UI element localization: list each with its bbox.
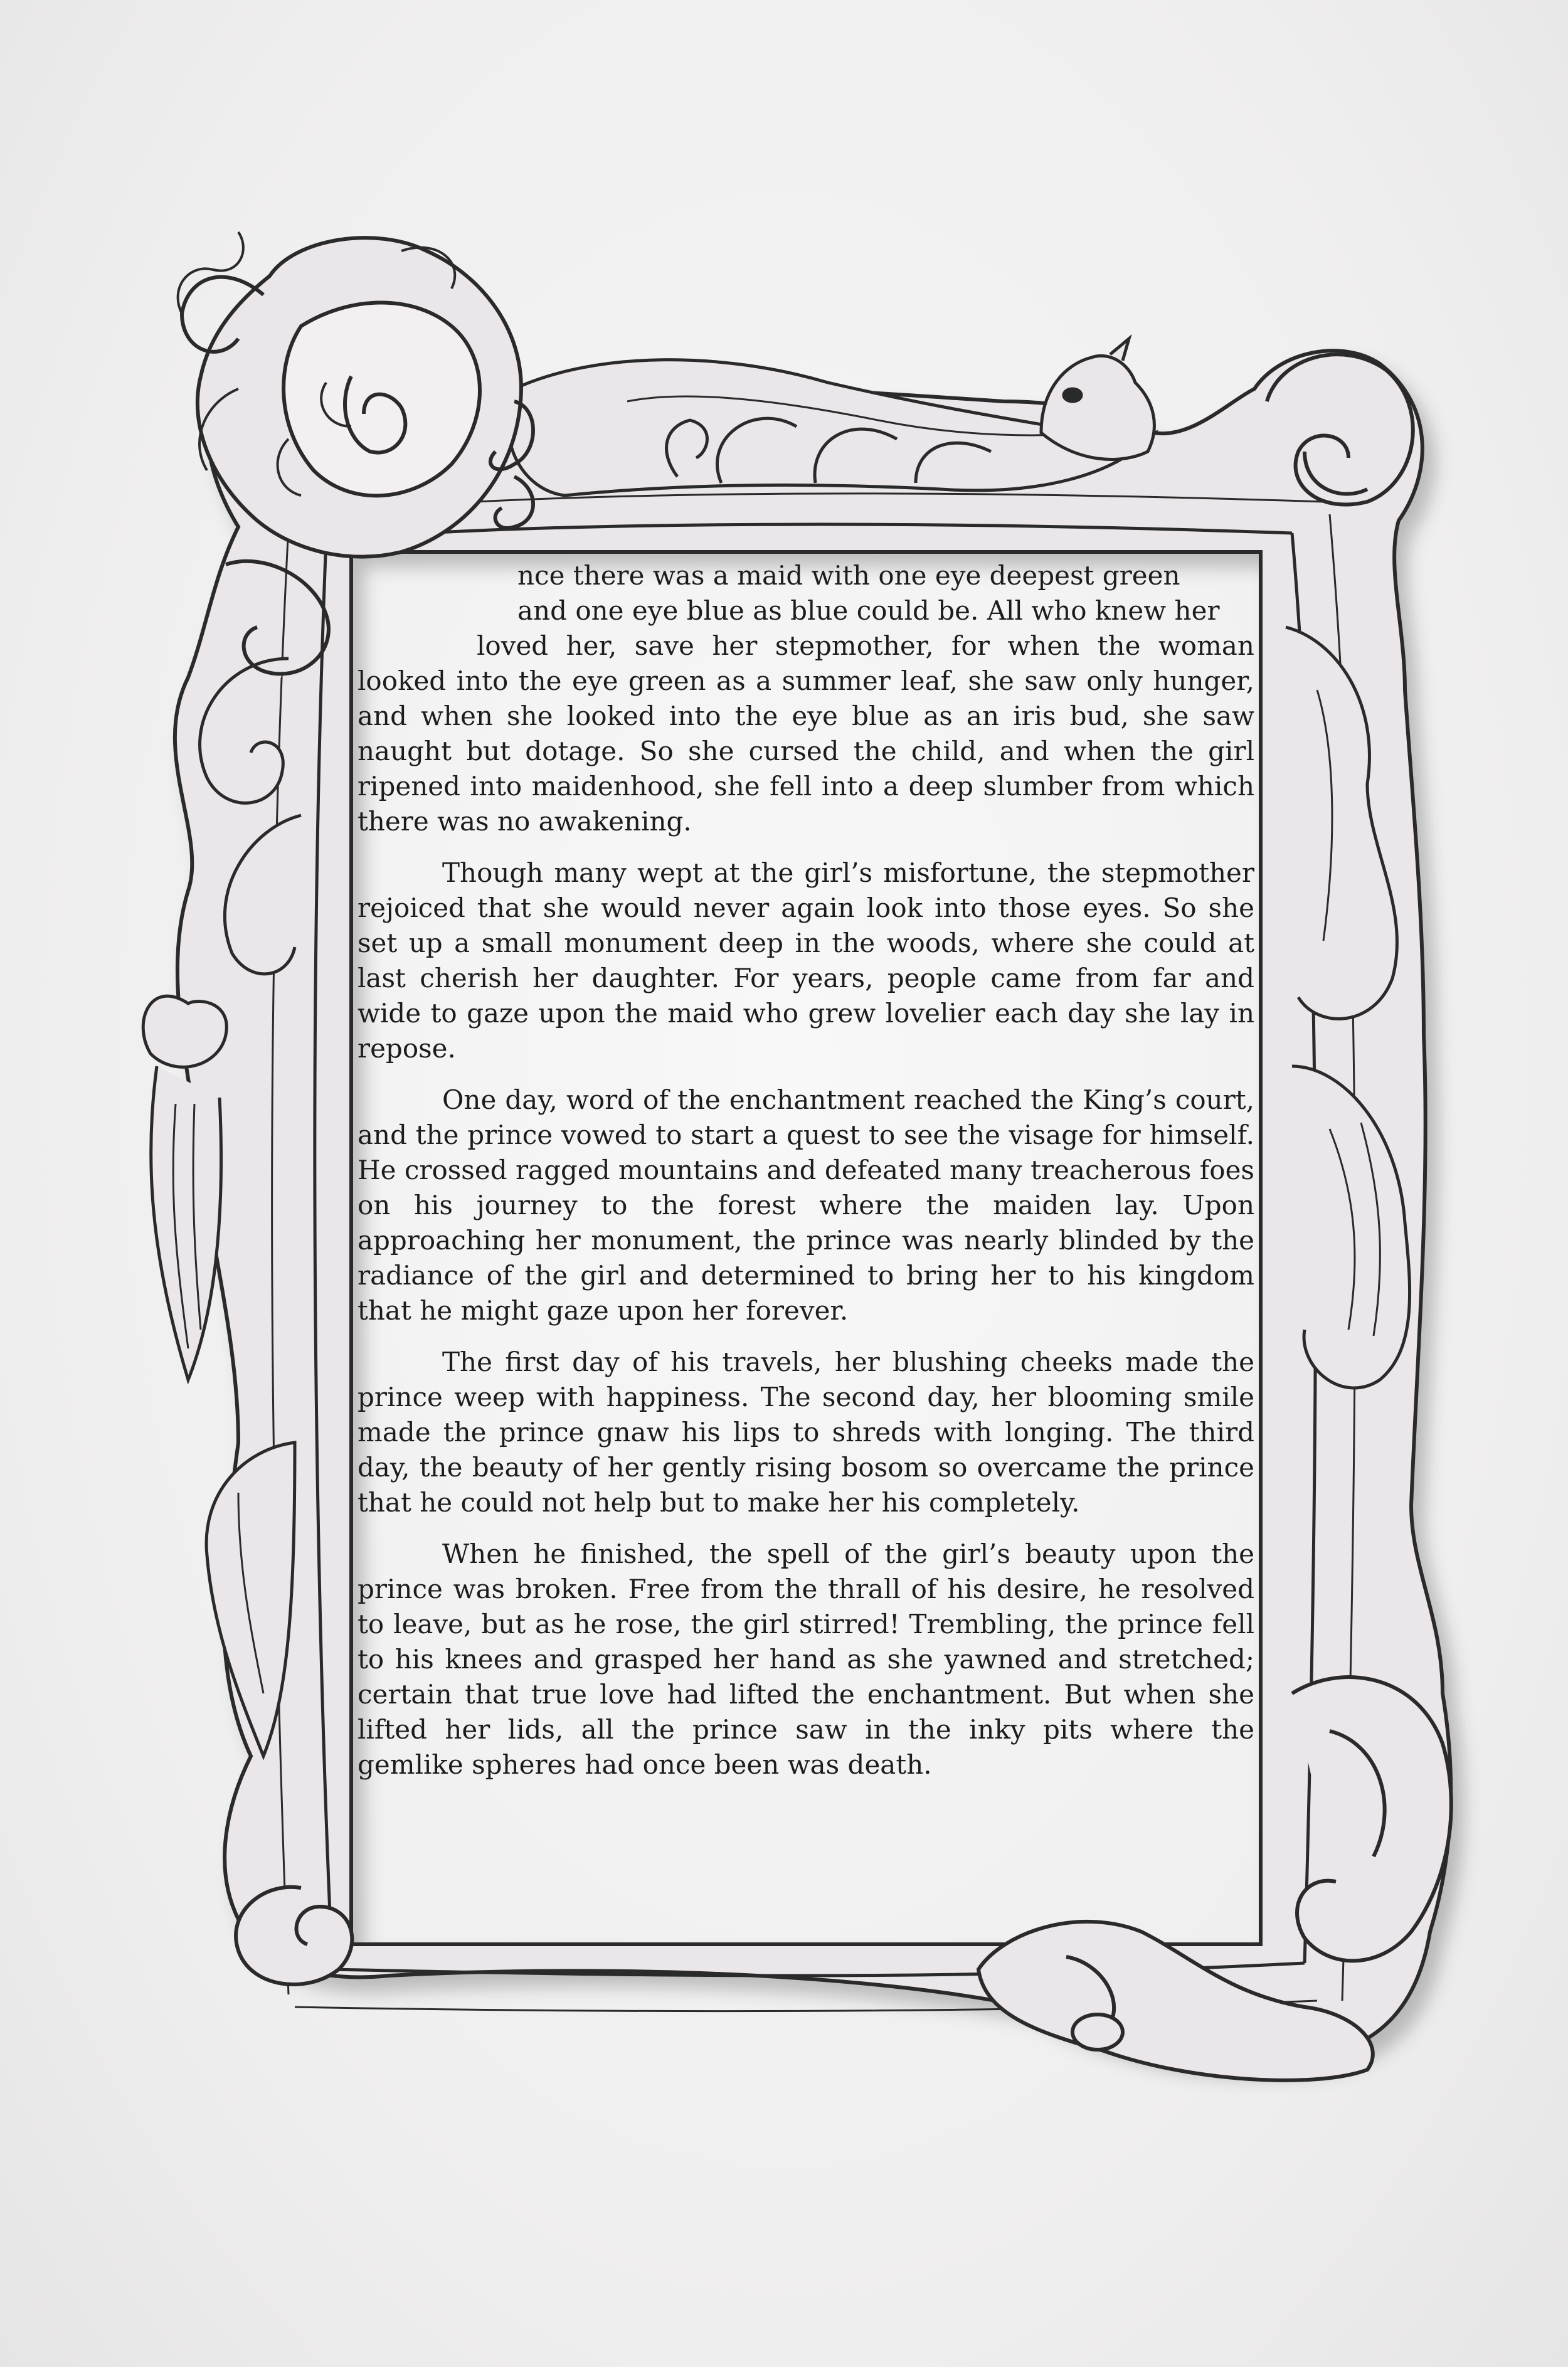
paragraph-4: The first day of his travels, her blushing cheeks made the prince weep with happiness. The second day, her blooming smile made the prince gnaw his lips to shreds with longing. The third day, the beauty of her gently rising bosom so overcame the prince that he could not help but to make her his completely. <box>358 1347 1254 1518</box>
bird-icon <box>1041 339 1154 459</box>
paragraph-2: Though many wept at the girl’s misfortune, the stepmother rejoiced that she would never again look into those eyes. So she set up a small monument deep in the woods, where she could at last cherish her daughter. For years, people came from far and wide to gaze upon the maid who grew lovelier each day she lay in repose. <box>358 857 1254 1064</box>
story-text-block <box>358 558 1254 1938</box>
paragraph-5: When he finished, the spell of the girl’s beauty upon the prince was broken. Free from the thrall of his desire, he resolved to leave, but as he rose, the girl stirred! Trembling, the prince fell to his knees and grasped her hand as she yawned and stretched; certain that true love had lifted the enchantment. But when she lifted her lids, all the prince saw in the inky pits where the gemlike spheres had once been was death. <box>358 1538 1254 1780</box>
paragraph-1-rest: loved her, save her stepmother, for when the woman looked into the eye green as a summer leaf, she saw only hunger, and when she looked into the eye blue as an iris bud, she saw naught but dotage. So she cursed the child, and when the girl ripened into maidenhood, she fell into a deep slumber from which there was no awakening. <box>358 630 1254 837</box>
first-line-a: nce there was a maid with one eye deepest green <box>517 560 1180 591</box>
paragraph-3: One day, word of the enchantment reached the King’s court, and the prince vowed to start a quest to see the visage for himself. He crossed ragged mountains and defeated many treacherous foes on his journey to the forest where the maiden lay. Upon approaching her monument, the prince was nearly blinded by the radiance of the girl and determined to bring her to his kingdom that he might gaze upon her forever. <box>358 1084 1254 1326</box>
first-line-b: and one eye blue as blue could be. All who knew her <box>517 595 1220 626</box>
